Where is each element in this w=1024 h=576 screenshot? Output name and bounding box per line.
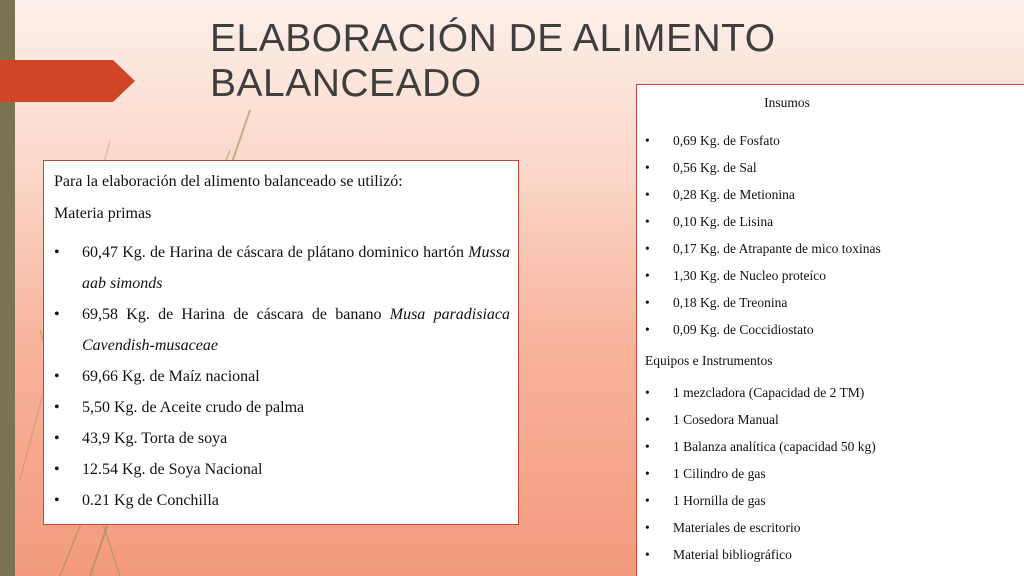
raw-material-item bbox=[54, 237, 510, 299]
raw-material-item bbox=[54, 361, 510, 392]
insumos-heading: Insumos bbox=[764, 95, 810, 110]
equipo-item-text: Material bibliográfico bbox=[673, 547, 792, 562]
bullet-icon: • bbox=[645, 439, 650, 454]
insumo-item bbox=[645, 208, 1014, 235]
raw-material-text: 60,47 Kg. de Harina de cáscara de plátano dominico hartón bbox=[82, 244, 469, 261]
bullet-icon: • bbox=[645, 295, 650, 310]
raw-materials-box bbox=[43, 160, 519, 525]
equipo-item bbox=[645, 541, 1014, 568]
bullet-icon: • bbox=[54, 306, 60, 323]
equipo-item bbox=[645, 379, 1014, 406]
equipos-heading: Equipos e Instrumentos bbox=[645, 353, 773, 368]
scientific-name: Musa paradisiaca Cavendish-musaceae bbox=[82, 306, 511, 354]
raw-material-text: 0.21 Kg de Conchilla bbox=[82, 492, 219, 509]
inputs-equipment-box bbox=[636, 84, 1024, 576]
equipos-list bbox=[645, 379, 1014, 568]
raw-material-item bbox=[54, 299, 510, 361]
insumo-item-text: 0,28 Kg. de Metionina bbox=[673, 187, 795, 202]
raw-material-text: 12.54 Kg. de Soya Nacional bbox=[82, 461, 263, 478]
bullet-icon: • bbox=[54, 244, 60, 261]
equipo-item-text: Materiales de escritorio bbox=[673, 520, 801, 535]
raw-material-text: 43,9 Kg. Torta de soya bbox=[82, 430, 228, 447]
raw-materials-heading: Materia primas bbox=[54, 205, 152, 222]
equipo-item-text: 1 mezcladora (Capacidad de 2 TM) bbox=[673, 385, 865, 400]
bullet-icon: • bbox=[645, 214, 650, 229]
bullet-icon: • bbox=[645, 385, 650, 400]
bullet-icon: • bbox=[645, 187, 650, 202]
insumo-item-text: 0,56 Kg. de Sal bbox=[673, 160, 757, 175]
bullet-icon: • bbox=[645, 268, 650, 283]
insumo-item bbox=[645, 127, 1014, 154]
insumo-item bbox=[645, 154, 1014, 181]
insumos-list bbox=[645, 127, 1014, 343]
equipo-item-text: 1 Hornilla de gas bbox=[673, 493, 766, 508]
insumo-item-text: 0,69 Kg. de Fosfato bbox=[673, 133, 780, 148]
equipo-item bbox=[645, 460, 1014, 487]
insumo-item-text: 0,18 Kg. de Treonina bbox=[673, 295, 788, 310]
equipo-item bbox=[645, 487, 1014, 514]
bullet-icon: • bbox=[645, 466, 650, 481]
equipo-item-text: 1 Cilindro de gas bbox=[673, 466, 766, 481]
raw-material-text: 69,66 Kg. de Maíz nacional bbox=[82, 368, 260, 385]
bullet-icon: • bbox=[54, 399, 60, 416]
insumo-item bbox=[645, 181, 1014, 208]
raw-material-text: 69,58 Kg. de Harina de cáscara de banano bbox=[82, 306, 390, 323]
scientific-name: Mussa aab simonds bbox=[82, 244, 510, 292]
bullet-icon: • bbox=[645, 160, 650, 175]
raw-material-text: 5,50 Kg. de Aceite crudo de palma bbox=[82, 399, 305, 416]
bullet-icon: • bbox=[645, 520, 650, 535]
insumo-item bbox=[645, 289, 1014, 316]
bullet-icon: • bbox=[645, 322, 650, 337]
bullet-icon: • bbox=[54, 368, 60, 385]
insumo-item-text: 1,30 Kg. de Nucleo proteíco bbox=[673, 268, 826, 283]
raw-material-item bbox=[54, 454, 510, 485]
equipo-item-text: 1 Cosedora Manual bbox=[673, 412, 779, 427]
insumo-item bbox=[645, 316, 1014, 343]
raw-material-item bbox=[54, 423, 510, 454]
bullet-icon: • bbox=[645, 547, 650, 562]
equipo-item bbox=[645, 406, 1014, 433]
raw-material-item bbox=[54, 485, 510, 516]
insumo-item-text: 0,17 Kg. de Atrapante de mico toxinas bbox=[673, 241, 881, 256]
insumo-item-text: 0,10 Kg. de Lisina bbox=[673, 214, 774, 229]
slide-title: ELABORACIÓN DE ALIMENTO BALANCEADO bbox=[210, 17, 776, 105]
equipo-item bbox=[645, 433, 1014, 460]
intro-text: Para la elaboración del alimento balanceado se utilizó: bbox=[54, 173, 403, 190]
bullet-icon: • bbox=[54, 430, 60, 447]
raw-material-item bbox=[54, 392, 510, 423]
equipo-item-text: 1 Balanza analítica (capacidad 50 kg) bbox=[673, 439, 876, 454]
bullet-icon: • bbox=[54, 492, 60, 509]
insumo-item bbox=[645, 235, 1014, 262]
equipo-item bbox=[645, 514, 1014, 541]
bullet-icon: • bbox=[645, 412, 650, 427]
insumo-item-text: 0,09 Kg. de Coccidiostato bbox=[673, 322, 814, 337]
raw-materials-list bbox=[54, 237, 510, 516]
insumo-item bbox=[645, 262, 1014, 289]
bullet-icon: • bbox=[645, 241, 650, 256]
title-accent-arrow bbox=[0, 60, 135, 102]
bullet-icon: • bbox=[645, 133, 650, 148]
bullet-icon: • bbox=[645, 493, 650, 508]
bullet-icon: • bbox=[54, 461, 60, 478]
